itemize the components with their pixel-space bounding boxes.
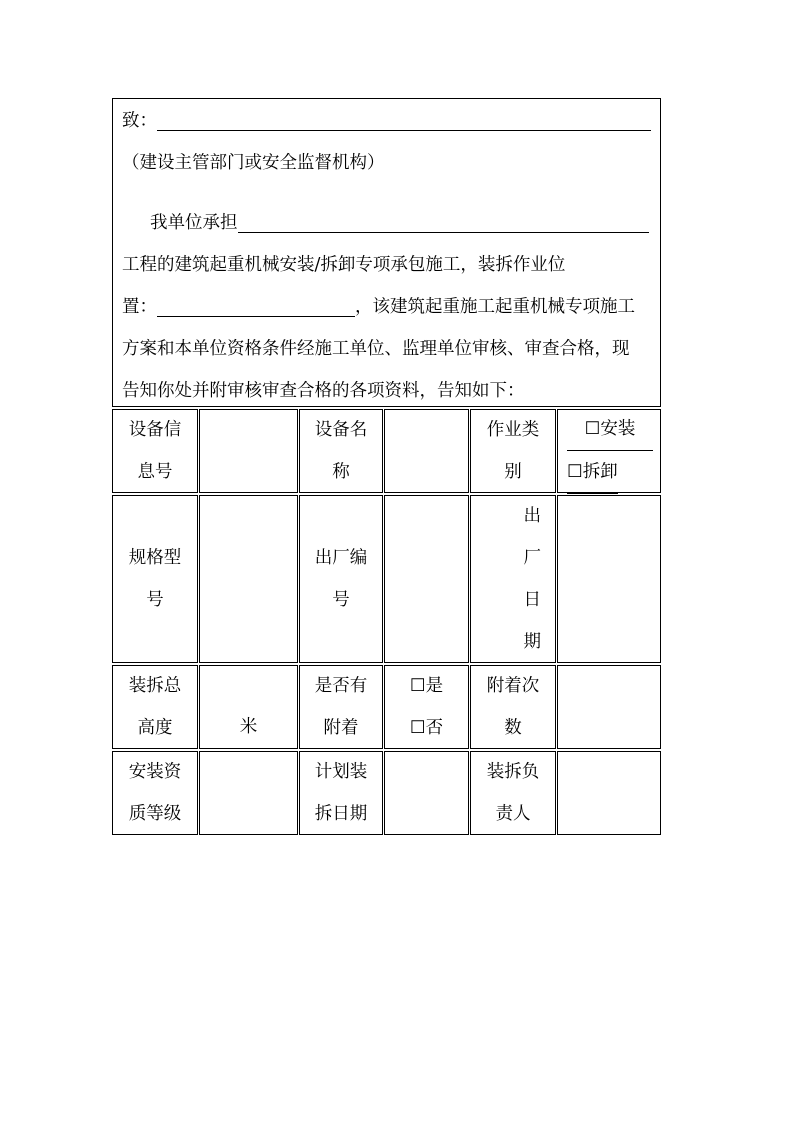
planned-date-value[interactable] [384, 751, 469, 835]
label-line: 号 [332, 590, 350, 610]
to-line [122, 111, 651, 131]
position-line [122, 297, 635, 317]
device-info-no-value[interactable] [199, 409, 298, 493]
dismantle-checkbox[interactable]: ☐拆卸 [567, 451, 618, 494]
attached-label [299, 665, 383, 749]
label-line: 息号 [137, 462, 173, 482]
notification-form [112, 98, 661, 824]
factory-no-value[interactable] [384, 495, 469, 663]
device-info-no-label [112, 409, 198, 493]
qualification-label [112, 751, 198, 835]
label-line: 厂 [523, 548, 541, 568]
body-line-2: 告知你处并附审核审查合格的各项资料，告知如下： [122, 381, 525, 401]
responsible-value[interactable] [557, 751, 661, 835]
body-line-1: 方案和本单位资格条件经施工单位、监理单位审核、审查合格，现 [122, 339, 630, 359]
project-name-field[interactable] [238, 214, 649, 233]
label-line: 装拆总 [128, 676, 182, 696]
label-line: 数 [504, 718, 522, 738]
label-line: 称 [332, 462, 350, 482]
factory-no-label [299, 495, 383, 663]
label-line: 日 [523, 590, 541, 610]
responsible-label [470, 751, 556, 835]
label-line: 拆日期 [314, 804, 368, 824]
planned-date-label [299, 751, 383, 835]
total-height-value[interactable] [199, 665, 298, 749]
label-line: 是否有 [314, 676, 368, 696]
height-unit: 米 [239, 717, 258, 737]
label-line: 附着次 [486, 676, 540, 696]
label-line: 高度 [137, 718, 173, 738]
device-name-label [299, 409, 383, 493]
label-line: 安装资 [128, 762, 182, 782]
label-line: 质等级 [128, 804, 182, 824]
to-label: 致： [122, 111, 157, 131]
work-type-options [557, 409, 661, 493]
label-line: 附着 [323, 718, 359, 738]
label-line: 计划装 [314, 762, 368, 782]
no-checkbox[interactable]: ☐否 [409, 718, 444, 738]
total-height-label [112, 665, 198, 749]
label-line: 设备信 [128, 420, 182, 440]
yes-checkbox[interactable]: ☐是 [409, 676, 444, 696]
work-type-label [470, 409, 556, 493]
device-name-value[interactable] [384, 409, 469, 493]
label-line: 别 [504, 462, 522, 482]
notice-section [112, 98, 661, 407]
label-line: 责人 [495, 804, 531, 824]
factory-date-label [470, 495, 556, 663]
label-line: 期 [523, 632, 541, 652]
label-line: 出厂编 [314, 548, 368, 568]
label-line: 号 [146, 590, 164, 610]
unit-undertakes-label: 我单位承担 [150, 213, 238, 233]
recipient-field[interactable] [157, 112, 651, 131]
model-value[interactable] [199, 495, 298, 663]
position-field[interactable] [157, 298, 355, 317]
label-line: 设备名 [314, 420, 368, 440]
attach-count-value[interactable] [557, 665, 661, 749]
install-checkbox[interactable]: ☐安装 [567, 408, 653, 451]
attached-options [384, 665, 469, 749]
position-label: 置： [122, 297, 157, 317]
attach-count-label [470, 665, 556, 749]
factory-date-value[interactable] [557, 495, 661, 663]
position-text: ，该建筑起重施工起重机械专项施工 [355, 297, 635, 317]
label-line: 装拆负 [486, 762, 540, 782]
label-line: 规格型 [128, 548, 182, 568]
qualification-value[interactable] [199, 751, 298, 835]
project-text: 工程的建筑起重机械安装/拆卸专项承包施工，装拆作业位 [122, 255, 566, 275]
model-label [112, 495, 198, 663]
unit-line [150, 213, 649, 233]
label-line: 出 [523, 506, 541, 526]
recipient-hint: （建设主管部门或安全监督机构） [122, 153, 385, 173]
label-line: 作业类 [486, 420, 540, 440]
